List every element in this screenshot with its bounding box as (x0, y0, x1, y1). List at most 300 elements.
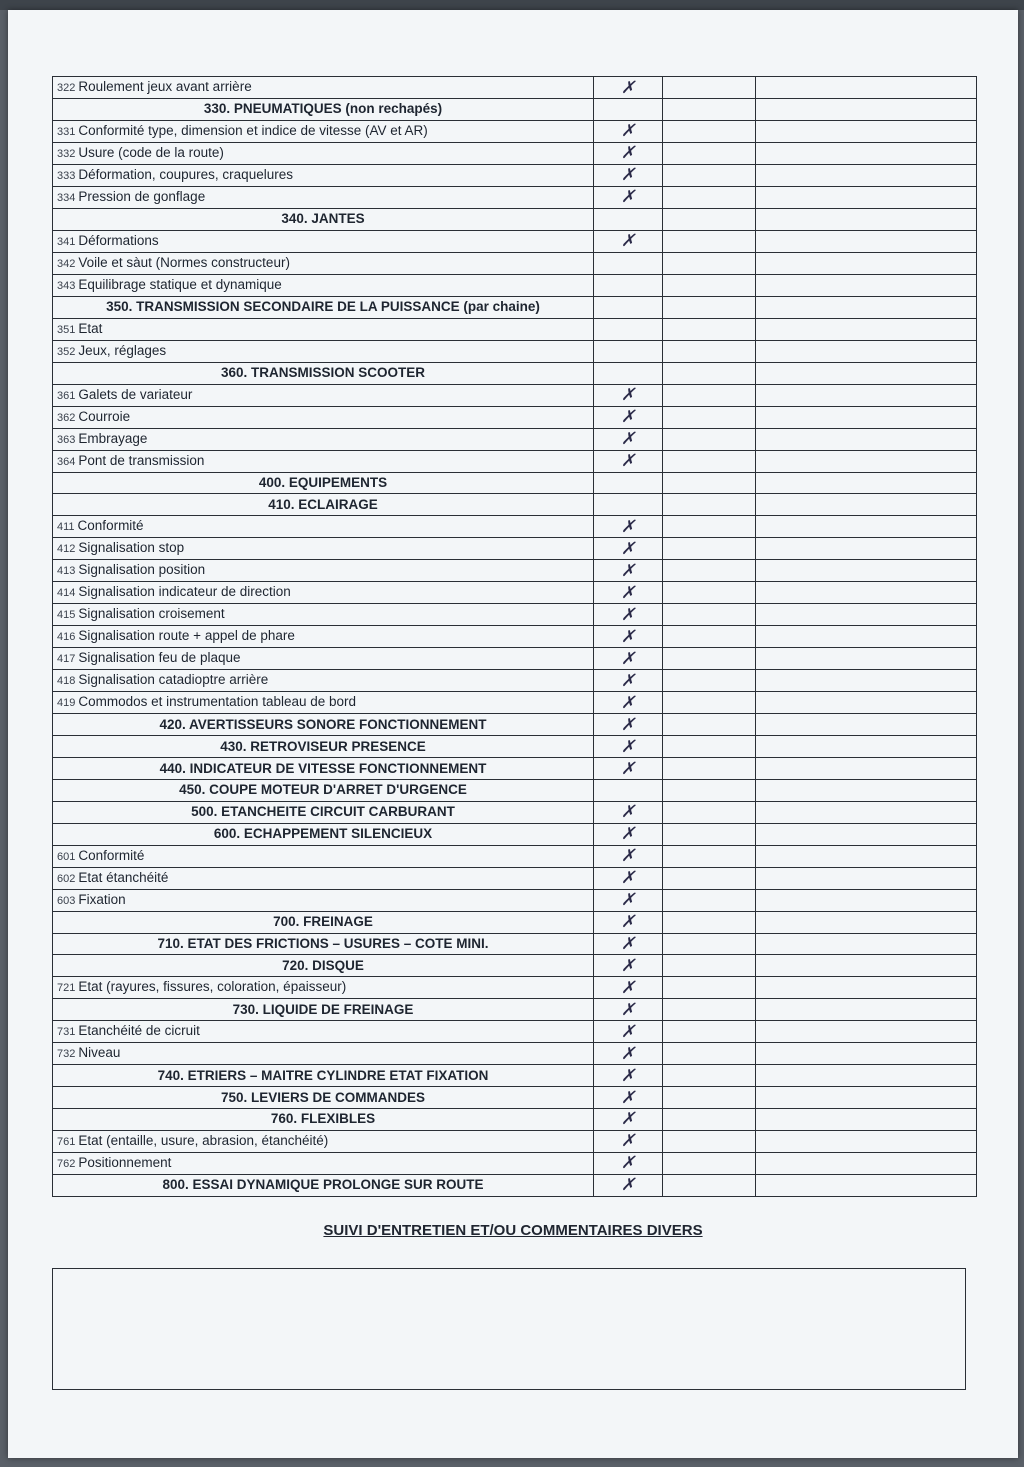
item-text: 700. FREINAGE (273, 914, 373, 930)
section-heading (53, 1174, 594, 1196)
empty-cell[interactable] (663, 318, 756, 340)
empty-cell[interactable] (756, 516, 977, 538)
item-text: 330. PNEUMATIQUES (non rechapés) (203, 101, 443, 117)
item-number: 334 (57, 191, 76, 204)
table-row (53, 1043, 977, 1065)
section-row (53, 494, 977, 516)
empty-cell[interactable] (756, 1087, 977, 1109)
item-label (53, 186, 594, 208)
check-mark-cell[interactable]: ✗ (594, 1087, 663, 1109)
item-text: Voile et sàut (Normes constructeur) (78, 254, 290, 270)
empty-cell[interactable] (663, 164, 756, 186)
empty-cell[interactable] (663, 274, 756, 296)
empty-cell[interactable] (663, 1152, 756, 1174)
item-text: Usure (code de la route) (78, 144, 224, 160)
empty-cell[interactable] (663, 801, 756, 823)
section-row (53, 801, 977, 823)
check-mark-cell[interactable]: ✗ (594, 77, 663, 99)
check-mark-cell[interactable]: ✗ (594, 911, 663, 933)
item-number: 732 (57, 1048, 76, 1061)
check-mark-cell[interactable]: ✗ (594, 428, 663, 450)
item-text: 450. COUPE MOTEUR D'ARRET D'URGENCE (179, 782, 467, 798)
item-text: 760. FLEXIBLES (270, 1111, 376, 1127)
empty-cell[interactable] (663, 384, 756, 406)
item-label (53, 340, 594, 362)
item-number: 731 (57, 1026, 76, 1039)
item-label (53, 604, 594, 626)
empty-cell[interactable] (663, 406, 756, 428)
empty-cell[interactable] (663, 955, 756, 977)
check-mark-cell[interactable]: ✗ (594, 736, 663, 758)
empty-cell[interactable] (756, 648, 977, 670)
check-mark-cell[interactable]: ✗ (594, 538, 663, 560)
empty-cell[interactable] (756, 230, 977, 252)
section-row (53, 758, 977, 780)
item-text: Signalisation croisement (78, 606, 225, 622)
empty-cell[interactable] (756, 758, 977, 780)
item-label (53, 1021, 594, 1043)
empty-cell[interactable] (756, 977, 977, 999)
empty-cell[interactable] (663, 560, 756, 582)
item-number: 363 (57, 433, 76, 446)
empty-cell[interactable] (663, 670, 756, 692)
item-text: 420. AVERTISSEURS SONORE FONCTIONNEMENT (159, 716, 487, 732)
item-label (53, 384, 594, 406)
check-mark-cell[interactable] (594, 494, 663, 516)
empty-cell[interactable] (756, 714, 977, 736)
item-text: Signalisation catadioptre arrière (78, 672, 269, 688)
check-mark-cell[interactable]: ✗ (594, 1130, 663, 1152)
check-mark-cell[interactable]: ✗ (594, 1152, 663, 1174)
item-text: Jeux, réglages (78, 342, 167, 358)
empty-cell[interactable] (756, 186, 977, 208)
section-heading (53, 1065, 594, 1087)
empty-cell[interactable] (756, 142, 977, 164)
page-top-edge (0, 0, 1024, 10)
item-text: 400. EQUIPEMENTS (258, 475, 388, 490)
check-mark-cell[interactable]: ✗ (594, 164, 663, 186)
empty-cell[interactable] (663, 494, 756, 516)
item-text: Fixation (78, 891, 126, 907)
item-text: 600. ECHAPPEMENT SILENCIEUX (213, 826, 433, 842)
section-row (53, 1065, 977, 1087)
item-label (53, 1043, 594, 1065)
section-heading (53, 823, 594, 845)
item-text: 340. JANTES (281, 211, 365, 227)
empty-cell[interactable] (663, 186, 756, 208)
check-mark-cell[interactable]: ✗ (594, 823, 663, 845)
empty-cell[interactable] (756, 77, 977, 99)
item-text: 440. INDICATEUR DE VITESSE FONCTIONNEMENT (159, 760, 487, 776)
empty-cell[interactable] (756, 384, 977, 406)
check-mark-cell[interactable]: ✗ (594, 648, 663, 670)
empty-cell[interactable] (663, 230, 756, 252)
empty-cell[interactable] (756, 604, 977, 626)
item-number: 343 (57, 279, 76, 292)
item-number: 601 (57, 850, 76, 863)
comments-box[interactable] (52, 1268, 966, 1390)
item-text: 800. ESSAI DYNAMIQUE PROLONGE SUR ROUTE (162, 1177, 484, 1193)
table-row (53, 384, 977, 406)
empty-cell[interactable] (756, 252, 977, 274)
section-row (53, 780, 977, 802)
check-mark-cell[interactable]: ✗ (594, 626, 663, 648)
table-row (53, 516, 977, 538)
empty-cell[interactable] (756, 340, 977, 362)
empty-cell[interactable] (663, 933, 756, 955)
item-text: Conformité type, dimension et indice de vitesse (AV et AR) (78, 122, 428, 138)
section-row (53, 99, 977, 121)
empty-cell[interactable] (756, 1043, 977, 1065)
item-number: 414 (57, 587, 76, 600)
item-text: Signalisation stop (78, 540, 185, 556)
table-row (53, 1021, 977, 1043)
item-text: 500. ETANCHEITE CIRCUIT CARBURANT (191, 804, 455, 820)
empty-cell[interactable] (663, 999, 756, 1021)
check-mark-cell[interactable]: ✗ (594, 845, 663, 867)
empty-cell[interactable] (756, 560, 977, 582)
item-label (53, 1152, 594, 1174)
item-text: 710. ETAT DES FRICTIONS – USURES – COTE MINI. (157, 936, 489, 952)
check-mark-cell[interactable]: ✗ (594, 758, 663, 780)
item-label (53, 428, 594, 450)
empty-cell[interactable] (663, 911, 756, 933)
item-number: 418 (57, 675, 76, 688)
check-mark-cell[interactable] (594, 472, 663, 494)
table-row (53, 120, 977, 142)
item-label (53, 582, 594, 604)
section-heading (53, 99, 594, 121)
empty-cell[interactable] (663, 77, 756, 99)
check-mark-cell[interactable]: ✗ (594, 955, 663, 977)
table-row (53, 428, 977, 450)
empty-cell[interactable] (756, 582, 977, 604)
empty-cell[interactable] (663, 1174, 756, 1196)
empty-cell[interactable] (663, 450, 756, 472)
item-label (53, 120, 594, 142)
section-row (53, 911, 977, 933)
table-row (53, 164, 977, 186)
comments-title: SUIVI D'ENTRETIEN ET/OU COMMENTAIRES DIVERS (323, 1222, 703, 1239)
empty-cell[interactable] (663, 604, 756, 626)
empty-cell[interactable] (756, 296, 977, 318)
empty-cell[interactable] (663, 626, 756, 648)
check-mark-cell[interactable]: ✗ (594, 450, 663, 472)
empty-cell[interactable] (663, 780, 756, 802)
table-row (53, 340, 977, 362)
check-mark-cell[interactable]: ✗ (594, 1043, 663, 1065)
check-mark-cell[interactable]: ✗ (594, 230, 663, 252)
empty-cell[interactable] (756, 99, 977, 121)
item-label (53, 516, 594, 538)
item-label (53, 692, 594, 714)
check-mark-cell[interactable]: ✗ (594, 670, 663, 692)
item-label (53, 77, 594, 99)
section-row (53, 1109, 977, 1131)
check-mark-cell[interactable]: ✗ (594, 889, 663, 911)
item-text: Signalisation position (78, 562, 206, 578)
empty-cell[interactable] (756, 1130, 977, 1152)
item-text: Etat étanchéité (78, 869, 169, 885)
table-row (53, 538, 977, 560)
empty-cell[interactable] (756, 933, 977, 955)
item-text: Signalisation indicateur de direction (78, 584, 291, 600)
table-row (53, 604, 977, 626)
empty-cell[interactable] (663, 142, 756, 164)
check-mark-cell[interactable]: ✗ (594, 384, 663, 406)
empty-cell[interactable] (756, 1152, 977, 1174)
empty-cell[interactable] (663, 889, 756, 911)
item-number: 417 (57, 653, 76, 666)
section-heading (53, 1109, 594, 1131)
empty-cell[interactable] (756, 801, 977, 823)
table-row (53, 142, 977, 164)
check-mark-cell[interactable]: ✗ (594, 714, 663, 736)
item-text: 360. TRANSMISSION SCOOTER (220, 365, 426, 381)
empty-cell[interactable] (756, 428, 977, 450)
check-mark-cell[interactable]: ✗ (594, 604, 663, 626)
item-label (53, 142, 594, 164)
empty-cell[interactable] (756, 867, 977, 889)
empty-cell[interactable] (756, 889, 977, 911)
item-number: 352 (57, 345, 76, 358)
check-mark-cell[interactable]: ✗ (594, 142, 663, 164)
item-label (53, 318, 594, 340)
inspection-sheet (8, 10, 1018, 1458)
empty-cell[interactable] (756, 955, 977, 977)
check-mark-cell[interactable] (594, 362, 663, 384)
check-mark-cell[interactable] (594, 99, 663, 121)
empty-cell[interactable] (663, 823, 756, 845)
empty-cell[interactable] (756, 1109, 977, 1131)
item-label (53, 977, 594, 999)
check-mark-cell[interactable] (594, 208, 663, 230)
check-mark-cell[interactable]: ✗ (594, 801, 663, 823)
empty-cell[interactable] (756, 736, 977, 758)
item-number: 333 (57, 169, 76, 182)
item-number: 322 (57, 82, 76, 94)
item-text: Déformations (78, 232, 159, 248)
check-mark-cell[interactable]: ✗ (594, 582, 663, 604)
empty-cell[interactable] (663, 296, 756, 318)
empty-cell[interactable] (756, 494, 977, 516)
item-number: 341 (57, 235, 76, 248)
empty-cell[interactable] (663, 99, 756, 121)
table-row (53, 1152, 977, 1174)
section-row (53, 1174, 977, 1196)
empty-cell[interactable] (663, 714, 756, 736)
item-text: Commodos et instrumentation tableau de bord (78, 694, 357, 710)
empty-cell[interactable] (756, 911, 977, 933)
check-mark-cell[interactable]: ✗ (594, 1174, 663, 1196)
item-number: 761 (57, 1135, 76, 1148)
section-row (53, 823, 977, 845)
item-label (53, 560, 594, 582)
empty-cell[interactable] (756, 1065, 977, 1087)
empty-cell[interactable] (756, 692, 977, 714)
item-text: Conformité (78, 847, 145, 863)
empty-cell[interactable] (756, 538, 977, 560)
item-number: 411 (57, 521, 75, 534)
empty-cell[interactable] (663, 736, 756, 758)
table-row (53, 318, 977, 340)
check-mark-cell[interactable]: ✗ (594, 186, 663, 208)
empty-cell[interactable] (663, 1087, 756, 1109)
check-mark-cell[interactable]: ✗ (594, 120, 663, 142)
check-mark-cell[interactable]: ✗ (594, 406, 663, 428)
item-number: 364 (57, 455, 76, 468)
table-row (53, 1130, 977, 1152)
empty-cell[interactable] (663, 340, 756, 362)
empty-cell[interactable] (663, 428, 756, 450)
item-number: 762 (57, 1157, 76, 1170)
empty-cell[interactable] (756, 845, 977, 867)
empty-cell[interactable] (663, 1021, 756, 1043)
empty-cell[interactable] (663, 1043, 756, 1065)
table-row (53, 77, 977, 99)
section-heading (53, 362, 594, 384)
empty-cell[interactable] (663, 582, 756, 604)
empty-cell[interactable] (663, 252, 756, 274)
item-label (53, 626, 594, 648)
item-number: 602 (57, 872, 76, 885)
item-text: Etat (rayures, fissures, coloration, épaisseur) (78, 979, 347, 995)
empty-cell[interactable] (663, 867, 756, 889)
check-mark-cell[interactable]: ✗ (594, 692, 663, 714)
section-heading (53, 494, 594, 516)
item-number: 332 (57, 147, 76, 160)
check-mark-cell[interactable]: ✗ (594, 1021, 663, 1043)
empty-cell[interactable] (663, 1065, 756, 1087)
check-mark-cell[interactable] (594, 780, 663, 802)
empty-cell[interactable] (663, 648, 756, 670)
table-row (53, 186, 977, 208)
check-mark-cell[interactable] (594, 340, 663, 362)
item-number: 331 (57, 125, 76, 138)
item-text: Equilibrage statique et dynamique (78, 276, 282, 292)
empty-cell[interactable] (756, 120, 977, 142)
table-row (53, 867, 977, 889)
section-row (53, 714, 977, 736)
item-number: 415 (57, 609, 76, 622)
item-text: Déformation, coupures, craquelures (78, 166, 293, 182)
empty-cell[interactable] (756, 472, 977, 494)
section-heading (53, 999, 594, 1021)
empty-cell[interactable] (663, 758, 756, 780)
empty-cell[interactable] (663, 362, 756, 384)
empty-cell[interactable] (756, 626, 977, 648)
item-label (53, 230, 594, 252)
item-text: 430. RETROVISEUR PRESENCE (220, 738, 426, 754)
section-row (53, 472, 977, 494)
item-label (53, 648, 594, 670)
section-row (53, 208, 977, 230)
item-text: Conformité (77, 518, 144, 534)
check-mark-cell[interactable] (594, 252, 663, 274)
empty-cell[interactable] (756, 999, 977, 1021)
empty-cell[interactable] (756, 208, 977, 230)
empty-cell[interactable] (756, 362, 977, 384)
empty-cell[interactable] (663, 1130, 756, 1152)
empty-cell[interactable] (756, 780, 977, 802)
empty-cell[interactable] (663, 692, 756, 714)
table-row (53, 406, 977, 428)
empty-cell[interactable] (756, 406, 977, 428)
item-number: 416 (57, 631, 76, 644)
empty-cell[interactable] (663, 845, 756, 867)
item-text: Signalisation route + appel de phare (78, 628, 295, 644)
section-heading (53, 933, 594, 955)
item-text: 740. ETRIERS – MAITRE CYLINDRE ETAT FIXATION (157, 1067, 489, 1083)
section-heading (53, 758, 594, 780)
item-text: 720. DISQUE (282, 957, 364, 973)
item-number: 413 (57, 565, 76, 578)
check-mark-cell[interactable]: ✗ (594, 516, 663, 538)
section-heading (53, 801, 594, 823)
empty-cell[interactable] (663, 1109, 756, 1131)
empty-cell[interactable] (756, 318, 977, 340)
inspection-table (52, 76, 977, 1197)
check-mark-cell[interactable]: ✗ (594, 560, 663, 582)
check-mark-cell[interactable]: ✗ (594, 933, 663, 955)
empty-cell[interactable] (663, 538, 756, 560)
item-text: Signalisation feu de plaque (78, 650, 241, 666)
empty-cell[interactable] (756, 1174, 977, 1196)
empty-cell[interactable] (756, 164, 977, 186)
section-heading (53, 296, 594, 318)
empty-cell[interactable] (663, 472, 756, 494)
item-label (53, 845, 594, 867)
item-number: 342 (57, 257, 76, 270)
check-mark-cell[interactable]: ✗ (594, 1065, 663, 1087)
section-row (53, 736, 977, 758)
item-number: 362 (57, 411, 76, 424)
check-mark-cell[interactable]: ✗ (594, 999, 663, 1021)
empty-cell[interactable] (756, 670, 977, 692)
check-mark-cell[interactable] (594, 274, 663, 296)
empty-cell[interactable] (663, 977, 756, 999)
item-text: Courroie (78, 408, 131, 424)
empty-cell[interactable] (756, 274, 977, 296)
item-text: Roulement jeux avant arrière (78, 79, 252, 94)
section-row (53, 999, 977, 1021)
empty-cell[interactable] (756, 823, 977, 845)
section-heading (53, 780, 594, 802)
item-text: Niveau (78, 1045, 121, 1061)
item-number: 419 (57, 697, 76, 710)
check-mark-cell[interactable] (594, 318, 663, 340)
table-row (53, 252, 977, 274)
empty-cell[interactable] (663, 516, 756, 538)
item-label (53, 274, 594, 296)
empty-cell[interactable] (756, 450, 977, 472)
check-mark-cell[interactable]: ✗ (594, 1109, 663, 1131)
item-label (53, 252, 594, 274)
check-mark-cell[interactable] (594, 296, 663, 318)
item-label (53, 670, 594, 692)
check-mark-cell[interactable]: ✗ (594, 977, 663, 999)
empty-cell[interactable] (663, 120, 756, 142)
item-text: Pression de gonflage (78, 188, 206, 204)
item-text: Etat (78, 320, 103, 336)
empty-cell[interactable] (756, 1021, 977, 1043)
item-label (53, 164, 594, 186)
section-heading (53, 1087, 594, 1109)
check-mark-cell[interactable]: ✗ (594, 867, 663, 889)
item-text: 410. ECLAIRAGE (268, 496, 378, 512)
item-number: 603 (57, 894, 76, 907)
empty-cell[interactable] (663, 208, 756, 230)
